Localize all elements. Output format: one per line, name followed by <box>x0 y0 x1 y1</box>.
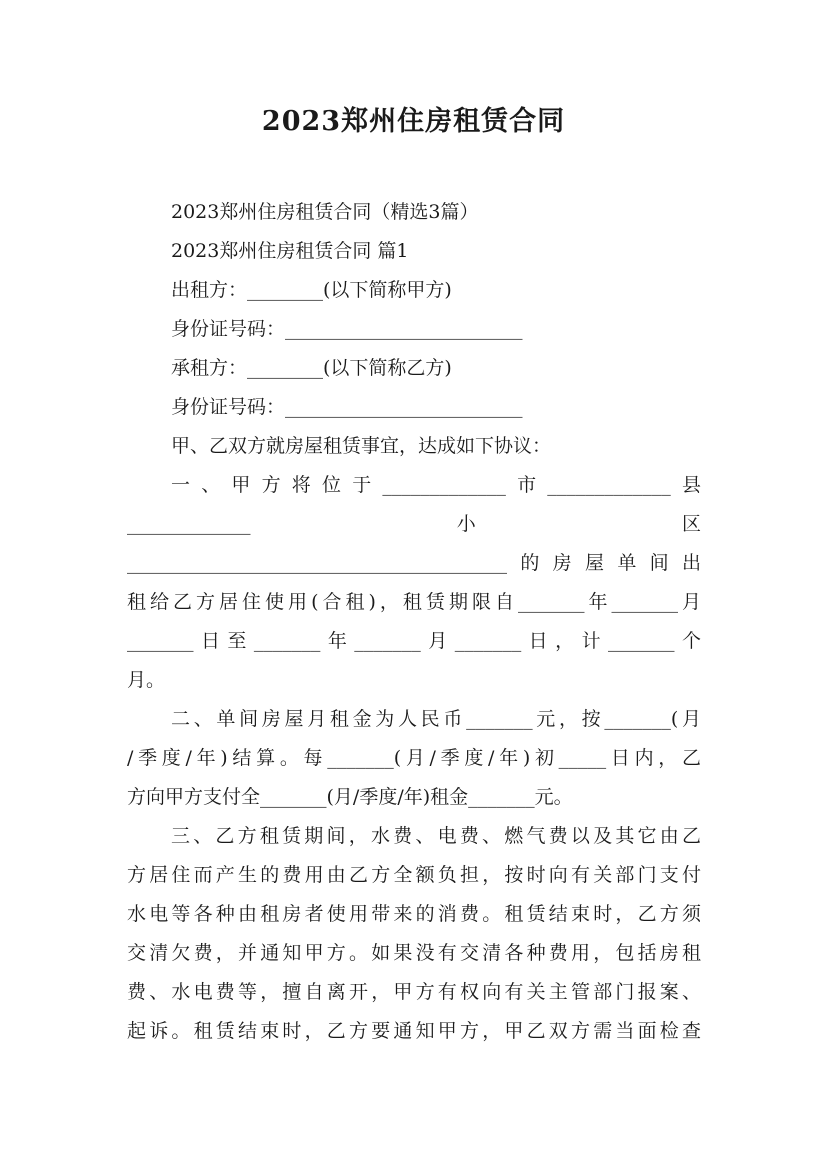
clause-2-line-3: 方向甲方支付全_______(月/季度/年)租金_______元。 <box>127 786 573 808</box>
lessor-id-line: 身份证号码：_________________________ <box>171 318 523 340</box>
subtitle-line: 2023郑州住房租赁合同（精选3篇） <box>171 201 479 223</box>
lessor-line: 出租方：________(以下简称甲方) <box>171 279 452 301</box>
agreement-intro-line: 甲、乙双方就房屋租赁事宜，达成如下协议： <box>171 435 552 457</box>
document-title: 2023郑州住房租赁合同 <box>261 106 566 137</box>
clause-2-line-2: /季度/年)结算。每_______(月/季度/年)初_____日内，乙 <box>127 747 701 769</box>
lessee-line: 承租方：________(以下简称乙方) <box>171 357 452 379</box>
clause-1-line-2: _____________小区 <box>127 513 701 535</box>
clause-1-line-5: _______日至_______年_______月_______日，计_______个 <box>127 630 701 652</box>
clause-1-line-1: 一、甲方将位于_____________市_____________县 <box>171 474 701 496</box>
clause-2-line-1: 二、单间房屋月租金为人民币_______元，按_______(月 <box>171 708 701 730</box>
clause-3-line-1: 三、乙方租赁期间，水费、电费、燃气费以及其它由乙 <box>171 825 701 847</box>
clause-3-line-5: 费、水电费等，擅自离开，甲方有权向有关主管部门报案、 <box>127 981 701 1003</box>
clause-3-line-2: 方居住而产生的费用由乙方全额负担，按时向有关部门支付 <box>127 864 701 886</box>
clause-3-line-4: 交清欠费，并通知甲方。如果没有交清各种费用，包括房租 <box>127 942 701 964</box>
clause-3-line-3: 水电等各种由租房者使用带来的消费。租赁结束时，乙方须 <box>127 903 701 925</box>
clause-1-line-4: 租给乙方居住使用(合租)，租赁期限自_______年_______月 <box>127 591 701 613</box>
clause-1-line-3: ________________________________________的房屋单间出 <box>127 552 701 574</box>
clause-3-line-6: 起诉。租赁结束时，乙方要通知甲方，甲乙双方需当面检查 <box>127 1020 701 1042</box>
section-heading: 2023郑州住房租赁合同 篇1 <box>171 240 409 262</box>
clause-1-line-6: 月。 <box>127 669 166 691</box>
lessee-id-line: 身份证号码：_________________________ <box>171 396 523 418</box>
